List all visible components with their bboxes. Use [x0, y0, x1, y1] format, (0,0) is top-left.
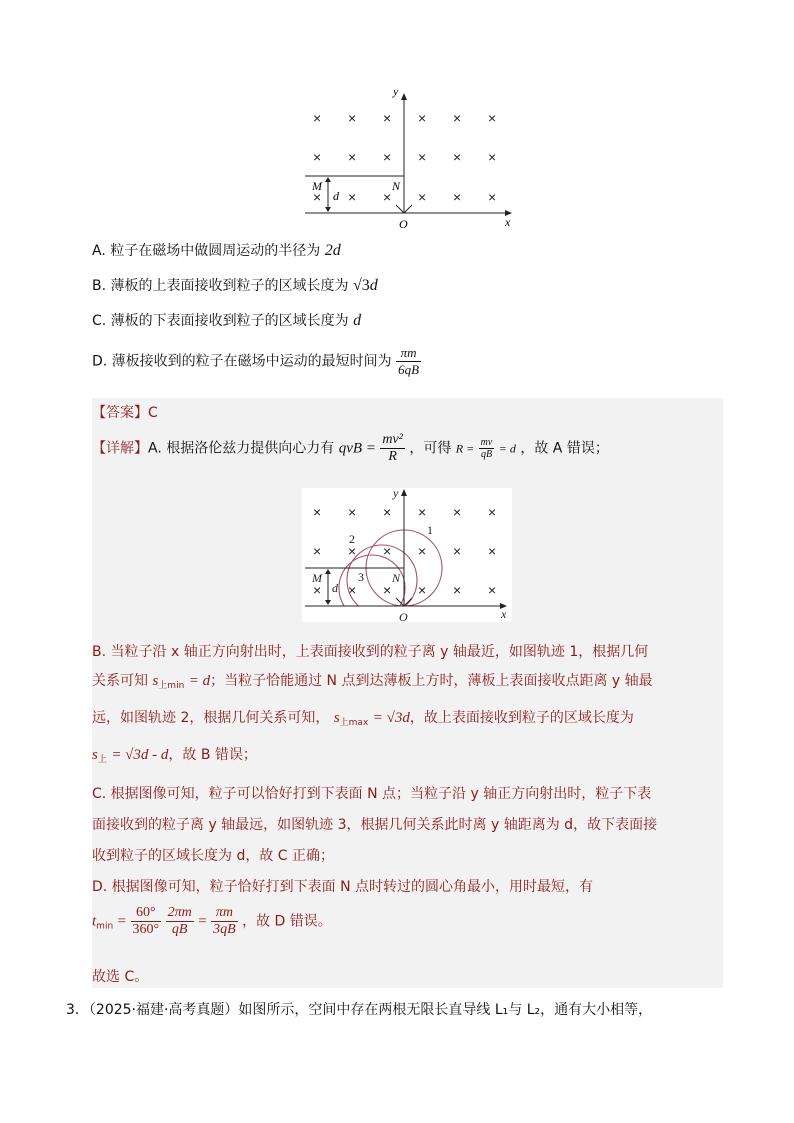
detail-label: 【详解】	[92, 440, 148, 457]
analysis-c-line-3: 收到粒子的区域长度为 d，故 C 正确；	[92, 848, 335, 864]
svg-text:×: ×	[348, 110, 357, 126]
svg-text:×: ×	[453, 582, 462, 598]
answer-line	[92, 402, 158, 422]
svg-text:×: ×	[348, 543, 357, 559]
svg-text:×: ×	[488, 189, 497, 205]
svg-text:×: ×	[313, 543, 322, 559]
fig2-point-m-label: M	[312, 571, 322, 585]
option-d-fraction: $\frac{\pi m}{6qB}$	[398, 345, 420, 377]
svg-text:×: ×	[453, 110, 462, 126]
answer-label: 【答案】	[92, 405, 148, 421]
analysis-b-line-4: $s_上 = √3d - d$，故 B 错误；	[92, 747, 257, 765]
analysis-b-line-2: 关系可知 $s_{上min} = d$；当粒子恰能通过 N 点到达薄板上方时，薄板上表面接收点距离 y 轴最	[92, 673, 653, 691]
option-a: A. 粒子在磁场中做圆周运动的半径为 2d	[92, 242, 341, 259]
track-1-label: 1	[427, 523, 433, 537]
analysis-d-line-2: $t_{min}$ = $\frac{60^\circ}{360^\circ}$ $\frac{2\pi m}{qB}$ = $\frac{\pi m}{3qB}$ ，故 D 错误。	[92, 905, 332, 937]
svg-text:×: ×	[313, 582, 322, 598]
svg-text:×: ×	[348, 149, 357, 165]
conclusion: 故选 C。	[92, 969, 149, 985]
svg-text:×: ×	[453, 504, 462, 520]
svg-text:×: ×	[383, 504, 392, 520]
option-d: D. 薄板接收到的粒子在磁场中运动的最短时间为 $\frac{\pi m}{6qB}$	[92, 345, 420, 377]
magnetic-field-figure-2	[302, 488, 512, 622]
fig2-x-axis-label: x	[501, 607, 507, 621]
svg-text:×: ×	[453, 189, 462, 205]
detail-a-line: 【详解】A. 根据洛伦兹力提供向心力有 qvB = $\frac{\text{mv²}}{R}$ ，可得 R = $\frac{mv}{qB}$ = d ，故 A 错误；	[92, 432, 609, 464]
analysis-c-line-2: 面接收到的粒子离 y 轴最远，如图轨迹 3，根据几何关系此时离 y 轴距离为 d，故下表面接	[92, 817, 658, 833]
analysis-d-line-1: D. 根据图像可知，粒子恰好打到下表面 N 点时转过的圆心角最小，用时最短，有	[92, 879, 594, 895]
svg-text:×: ×	[418, 189, 427, 205]
next-question: 3．（2025·福建·高考真题）如图所示，空间中存在两根无限长直导线 L₁与 L₂，通有大小相等，	[66, 1002, 653, 1018]
svg-text:×: ×	[348, 582, 357, 598]
svg-text:×: ×	[418, 110, 427, 126]
svg-text:×: ×	[348, 189, 357, 205]
svg-text:×: ×	[418, 149, 427, 165]
option-c: C. 薄板的下表面接收到粒子的区域长度为 d	[92, 312, 362, 329]
track-2-label: 2	[349, 532, 355, 546]
point-m-label: M	[312, 179, 322, 193]
point-n-label: N	[392, 179, 401, 193]
origin-label: O	[399, 217, 408, 230]
svg-text:×: ×	[348, 504, 357, 520]
magnetic-field-figure-1	[300, 90, 520, 230]
svg-text:×: ×	[453, 149, 462, 165]
fig2-distance-d-label: d	[332, 581, 338, 595]
x-axis-label: x	[505, 215, 511, 229]
analysis-b-line-3: 远，如图轨迹 2，根据几何关系可知， $s_{上max} = √3d$，故上表面接收到粒子的区域长度为	[92, 710, 634, 728]
answer-panel	[92, 398, 723, 988]
svg-text:×: ×	[383, 149, 392, 165]
distance-d-label: d	[333, 189, 339, 203]
analysis-b-line-1: B. 当粒子沿 x 轴正方向射出时，上表面接收到的粒子离 y 轴最近，如图轨迹 1，根据几何	[92, 644, 649, 660]
svg-text:×: ×	[488, 110, 497, 126]
svg-text:×: ×	[383, 110, 392, 126]
svg-text:×: ×	[313, 189, 322, 205]
svg-text:×: ×	[383, 543, 392, 559]
svg-text:×: ×	[418, 582, 427, 598]
fig2-origin-label: O	[399, 610, 408, 622]
answer-value: C	[148, 405, 158, 421]
fig2-y-axis-label: y	[393, 488, 399, 500]
svg-text:×: ×	[313, 110, 322, 126]
svg-text:×: ×	[418, 504, 427, 520]
svg-text:×: ×	[383, 582, 392, 598]
y-axis-label: y	[393, 90, 399, 98]
fig2-point-n-label: N	[392, 571, 401, 585]
option-b: B. 薄板的上表面接收到粒子的区域长度为 √3d	[92, 277, 378, 294]
svg-text:×: ×	[383, 189, 392, 205]
svg-text:×: ×	[488, 149, 497, 165]
svg-text:×: ×	[453, 543, 462, 559]
option-a-math: 2d	[324, 242, 341, 259]
track-3-label: 3	[358, 570, 364, 584]
svg-text:×: ×	[488, 543, 497, 559]
svg-text:×: ×	[488, 582, 497, 598]
svg-text:×: ×	[313, 504, 322, 520]
svg-text:×: ×	[488, 504, 497, 520]
svg-text:×: ×	[418, 543, 427, 559]
analysis-c-line-1: C. 根据图像可知，粒子可以恰好打到下表面 N 点；当粒子沿 y 轴正方向射出时，粒子下表	[92, 786, 652, 802]
svg-text:×: ×	[313, 149, 322, 165]
